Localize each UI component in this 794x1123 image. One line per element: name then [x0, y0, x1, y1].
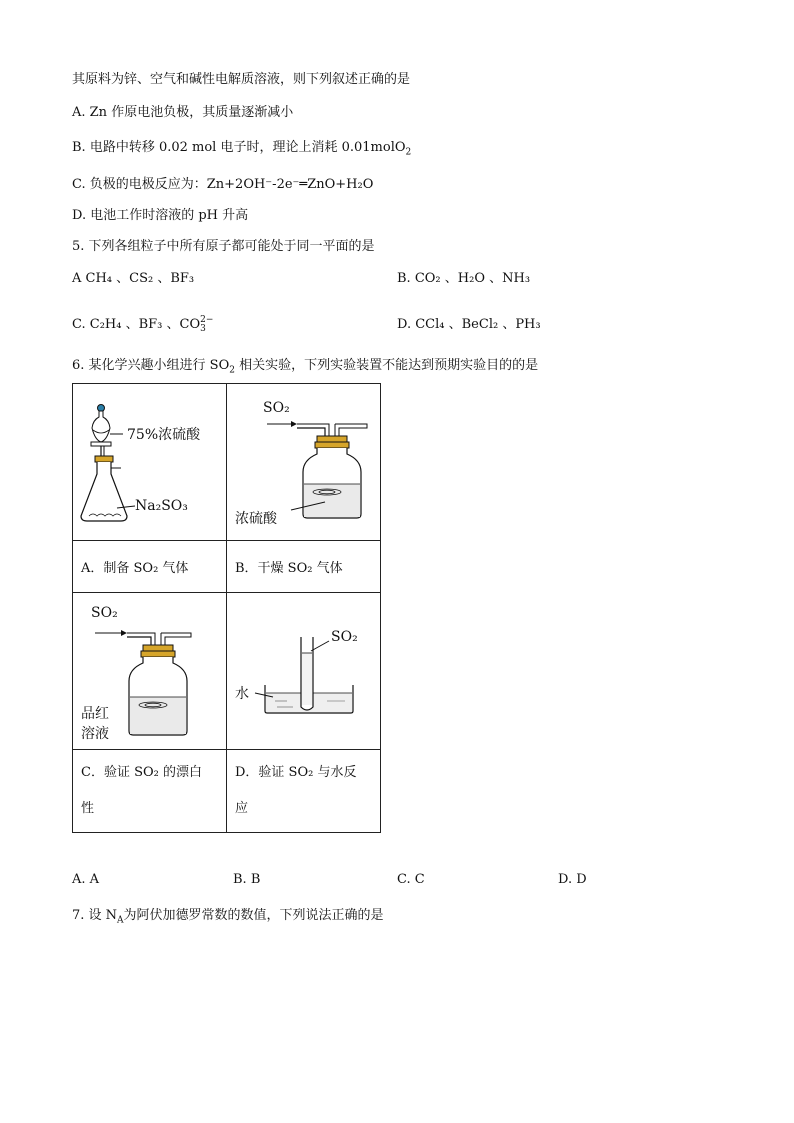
q4-option-b: B. 电路中转移 0.02 mol 电子时，理论上消耗 0.01molO$_2$: [72, 140, 412, 158]
q4-option-c: C. 负极的电极反应为：Zn+2OH⁻-2e⁻═ZnO+H₂O: [72, 177, 374, 192]
q6-answer-a: A. A: [72, 872, 100, 887]
figure-d-cell: [227, 593, 381, 750]
figure-c-caption: C．验证 SO₂ 的漂白 性: [73, 750, 227, 833]
figure-d-label-so2: SO₂: [331, 629, 358, 645]
figure-b-cell: [227, 384, 381, 541]
q5-stem: 5. 下列各组粒子中所有原子都可能处于同一平面的是: [72, 239, 375, 254]
figure-d-label-water: 水: [235, 686, 249, 702]
q7-stem: 7. 设 $N_A$为阿伏加德罗常数的数值，下列说法正确的是: [72, 908, 384, 926]
q6-answer-d: D. D: [558, 872, 587, 887]
q5-option-a: A CH₄ 、CS₂ 、BF₃: [72, 271, 195, 286]
q4-stem: 其原料为锌、空气和碱性电解质溶液，则下列叙述正确的是: [72, 72, 411, 87]
figure-c-label-so2: SO₂: [91, 605, 118, 621]
q6-stem: 6. 某化学兴趣小组进行 $SO_2$ 相关实验，下列实验装置不能达到预期实验目的的是: [72, 358, 539, 376]
figure-a-caption: A．制备 SO₂ 气体: [73, 541, 227, 593]
figure-c-label-solution: 溶液: [81, 726, 109, 742]
figure-d-apparatus: [227, 593, 380, 749]
figure-a-label-acid: 75%浓硫酸: [127, 427, 201, 443]
figure-a-cell: [73, 384, 227, 541]
q5-option-d: D. CCl₄ 、BeCl₂ 、PH₃: [397, 317, 541, 332]
q6-answer-c: C. C: [397, 872, 425, 887]
figure-b-label-so2: SO₂: [263, 400, 290, 416]
q5-option-c: C. C₂H₄ 、BF₃ 、CO 2− 3: [72, 314, 214, 334]
figure-b-caption: B．干燥 SO₂ 气体: [227, 541, 381, 593]
q6-answer-b: B. B: [233, 872, 261, 887]
figure-a-apparatus: [73, 384, 226, 540]
figure-d-caption: D．验证 SO₂ 与水反 应: [227, 750, 381, 833]
figure-a-label-na2so3: Na₂SO₃: [135, 498, 188, 514]
figure-b-label-acid: 浓硫酸: [235, 511, 277, 527]
figure-c-label-pinhong: 品红: [81, 706, 109, 722]
q5-option-b: B. CO₂ 、H₂O 、NH₃: [397, 271, 531, 286]
figure-c-cell: [73, 593, 227, 750]
q6-apparatus-table: [72, 383, 381, 833]
q4-option-a: A. Zn 作原电池负极，其质量逐渐减小: [72, 105, 294, 120]
q4-option-d: D. 电池工作时溶液的 pH 升高: [72, 208, 249, 223]
